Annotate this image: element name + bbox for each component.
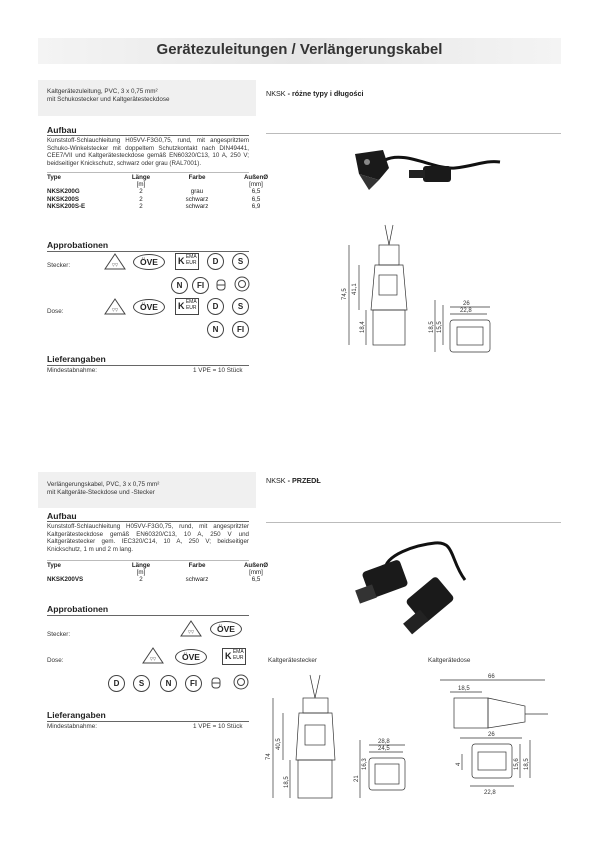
fimko-fi-mark: FI <box>192 277 209 294</box>
ove-mark: ÖVE <box>133 254 165 270</box>
table-header-cell: Länge <box>131 562 151 569</box>
section1-title-suffix: - różne typy i długości <box>285 89 364 98</box>
table-cell: 6,5 <box>251 576 261 584</box>
table-header-cell: Type <box>47 174 61 181</box>
section1-aufbau-title: Aufbau <box>47 125 77 135</box>
table-units-row <box>47 181 281 188</box>
dim-label: 18,5 <box>429 321 435 333</box>
table-cell <box>163 569 231 576</box>
dim-label: 74 <box>266 753 272 760</box>
section1-dose-label: Dose: <box>47 308 64 315</box>
section2-spec-table <box>47 562 281 584</box>
kema-top: EMA <box>185 254 197 260</box>
divider <box>47 521 249 522</box>
section2-stecker-label: Stecker: <box>47 631 71 638</box>
section2-dose-label: Dose: <box>47 657 64 664</box>
ove-mark: ÖVE <box>133 299 165 315</box>
demko-d-mark: D <box>108 675 125 692</box>
fimko-fi-mark: FI <box>232 321 249 338</box>
section2-aufbau-title: Aufbau <box>47 511 77 521</box>
kema-bot: EUR <box>232 655 244 661</box>
dim-label: 22,8 <box>484 790 496 796</box>
dim-label: 15,6 <box>514 758 520 770</box>
table-row <box>47 188 281 195</box>
table-cell: 6,5 <box>251 195 261 203</box>
extension-cable-photo <box>355 535 475 650</box>
dim-label: 21 <box>354 775 360 782</box>
vde-triangle-icon <box>104 298 126 320</box>
table-cell: 2 <box>139 188 143 196</box>
table-cell <box>163 181 231 188</box>
section2-title-prefix: NKSK <box>266 476 286 485</box>
table-cell: 2 <box>139 576 143 584</box>
divider <box>47 365 249 366</box>
kema-top: EMA <box>232 649 244 655</box>
divider <box>47 560 249 561</box>
section1-product-title <box>266 89 363 98</box>
certification-mark-icon <box>215 277 227 298</box>
kema-bot: EUR <box>185 305 197 311</box>
kema-keur-mark <box>222 648 246 665</box>
table-cell: grau <box>190 188 204 196</box>
kema-k: K <box>178 256 185 266</box>
table-cell <box>47 569 119 576</box>
section2-stecker-drawing <box>265 670 415 815</box>
section2-title-suffix: - PRZEDŁ <box>285 476 321 485</box>
section2-intro-line2: mit Kaltgeräte-Steckdose und -Stecker <box>47 489 155 496</box>
ove-mark: ÖVE <box>210 621 242 637</box>
section1-stecker-label: Stecker: <box>47 262 71 269</box>
section1-liefer-value: 1 VPE = 10 Stück <box>193 367 243 374</box>
section1-liefer-label: Mindestabnahme: <box>47 367 98 374</box>
dim-label: 18,4 <box>360 321 366 333</box>
dim-label: 26 <box>488 732 495 738</box>
vde-triangle-icon <box>142 647 164 669</box>
dim-label: 4 <box>456 762 462 766</box>
dim-label: 18,5 <box>458 686 470 692</box>
page-title: Gerätezuleitungen / Verlängerungskabel <box>156 41 443 58</box>
divider <box>266 522 561 523</box>
table-header-cell: Farbe <box>188 562 206 569</box>
section2-approbationen-title: Approbationen <box>47 604 109 614</box>
semko-s-mark: S <box>232 253 249 270</box>
nemko-n-mark: N <box>207 321 224 338</box>
divider <box>266 133 561 134</box>
svg-text:▽▽: ▽▽ <box>111 262 119 267</box>
table-cell: 2 <box>139 202 143 210</box>
table-row <box>47 196 281 203</box>
section1-intro-line2: mit Schukostecker und Kaltgerätesteckdose <box>47 96 170 103</box>
section1-approbationen-title: Approbationen <box>47 240 109 250</box>
divider <box>47 172 249 173</box>
section2-liefer-label: Mindestabnahme: <box>47 723 98 730</box>
section2-liefer-value: 1 VPE = 10 Stück <box>193 723 243 730</box>
dim-label: 26 <box>463 301 470 307</box>
table-cell: 6,9 <box>251 202 261 210</box>
kema-keur-mark <box>175 253 199 270</box>
dim-label: 28,8 <box>378 739 390 745</box>
dim-label: 18,5 <box>524 758 530 770</box>
table-cell: NKSK200VS <box>47 576 84 584</box>
table-cell: NKSK200G <box>47 188 80 196</box>
table-cell: schwarz <box>185 195 209 203</box>
section2-product-title <box>266 476 321 485</box>
table-cell: 6,5 <box>251 188 261 196</box>
semko-s-mark: S <box>133 675 150 692</box>
nemko-n-mark: N <box>160 675 177 692</box>
table-header-cell: Farbe <box>188 174 206 181</box>
certification-mark-icon <box>210 675 222 696</box>
ove-mark: ÖVE <box>175 649 207 665</box>
demko-d-mark: D <box>207 253 224 270</box>
dim-label: 24,5 <box>378 746 390 752</box>
kema-keur-mark <box>175 298 199 315</box>
svg-text:▽▽: ▽▽ <box>187 629 195 634</box>
certification-mark-icon <box>234 276 250 297</box>
semko-s-mark: S <box>232 298 249 315</box>
dim-label: 40,5 <box>276 738 282 750</box>
table-header-cell: Type <box>47 562 61 569</box>
section1-title-prefix: NKSK <box>266 89 286 98</box>
demko-d-mark: D <box>207 298 224 315</box>
kema-bot: EUR <box>185 260 197 266</box>
vde-triangle-icon <box>104 253 126 275</box>
section1-intro-line1: Kaltgerätezuleitung, PVC, 3 x 0,75 mm² <box>47 88 158 95</box>
dim-label: 22,8 <box>460 308 472 314</box>
kema-k: K <box>178 301 185 311</box>
svg-text:▽▽: ▽▽ <box>111 307 119 312</box>
divider <box>47 721 249 722</box>
dim-label: 66 <box>488 674 495 680</box>
table-cell: [m] <box>136 181 146 189</box>
vde-triangle-icon <box>180 620 202 642</box>
section2-caption-stecker: Kaltgerätestecker <box>268 657 318 664</box>
table-cell: [mm] <box>249 181 263 189</box>
table-cell: [mm] <box>249 569 263 577</box>
table-units-row <box>47 569 281 576</box>
fimko-fi-mark: FI <box>185 675 202 692</box>
table-row <box>47 203 281 210</box>
table-cell: 2 <box>139 195 143 203</box>
nemko-n-mark: N <box>171 277 188 294</box>
table-header-row <box>47 174 281 181</box>
section1-dimension-drawing <box>335 215 505 390</box>
dim-label: 74,5 <box>342 288 348 300</box>
certification-mark-icon <box>233 674 249 695</box>
dim-label: 18,5 <box>284 776 290 788</box>
section2-aufbau-text: Kunststoff-Schlauchleitung H05VV-F3G0,75, rund, mit angespritzter Kaltgerätesteckdose gemäß EN60320/C13, 10 A, 250 V und Kaltgerätestecker gem. IEC320/C14, 10 A, 250 V; beidseitiger Knickschutz, 1 m und 2 m lang. <box>47 523 249 553</box>
table-cell: schwarz <box>185 202 209 210</box>
table-cell: NKSK200S-E <box>47 202 86 210</box>
section2-lieferangaben-title: Lieferangaben <box>47 710 106 720</box>
table-cell: [m] <box>136 569 146 577</box>
section1-aufbau-text: Kunststoff-Schlauchleitung H05VV-F3G0,75, rund, mit angespritztem Schuko-Winkelstecker mit doppeltem Schutzkontakt nach DIN49441, CEE7/VII und Kaltgerätesteckdose gemäß EN60320/C13, 10 A, 250 V; beidseitiger Knickschutz, schwarz oder grau (RAL7001). <box>47 137 249 167</box>
table-cell: schwarz <box>185 576 209 584</box>
kema-top: EMA <box>185 299 197 305</box>
dim-label: 16,3 <box>362 758 368 770</box>
table-row <box>47 576 281 583</box>
section1-lieferangaben-title: Lieferangaben <box>47 354 106 364</box>
section2-intro-line1: Verlängerungskabel, PVC, 3 x 0,75 mm² <box>47 481 160 488</box>
table-header-cell: AußenØ <box>243 562 269 569</box>
table-cell: NKSK200S <box>47 195 79 203</box>
schuko-cable-photo <box>345 140 505 205</box>
divider <box>47 251 249 252</box>
svg-text:▽▽: ▽▽ <box>149 656 157 661</box>
divider <box>47 135 249 136</box>
dim-label: 41,1 <box>352 283 358 295</box>
section1-spec-table <box>47 174 281 210</box>
kema-k: K <box>225 651 232 661</box>
table-cell <box>47 181 119 188</box>
table-header-cell: Länge <box>131 174 151 181</box>
table-header-row <box>47 562 281 569</box>
section2-dose-drawing <box>430 670 555 810</box>
divider <box>47 615 249 616</box>
table-header-cell: AußenØ <box>243 174 269 181</box>
section2-caption-dose: Kaltgerätedose <box>428 657 471 664</box>
dim-label: 15,5 <box>437 321 443 333</box>
